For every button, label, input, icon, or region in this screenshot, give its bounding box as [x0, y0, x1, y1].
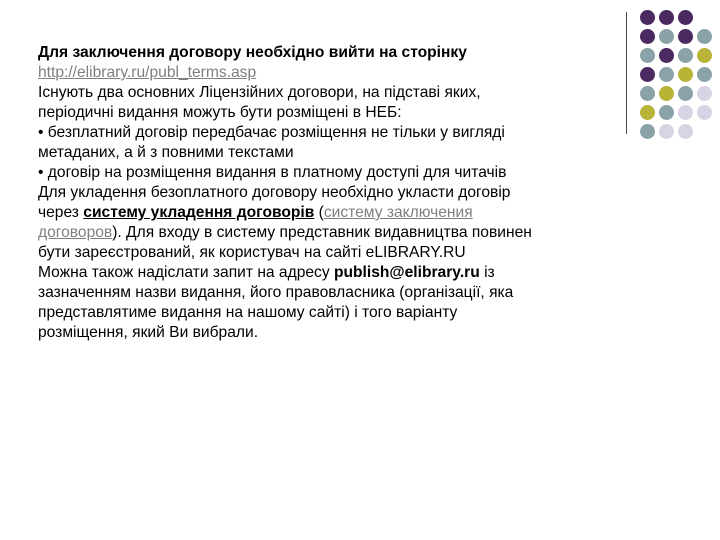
decor-dot	[659, 67, 674, 82]
decor-dot	[640, 10, 655, 25]
bullet-free-contract: • безплатний договір передбачає розміщення не тільки у вигляді	[38, 124, 505, 141]
decor-dot	[659, 48, 674, 63]
text-line-9-start: через	[38, 204, 84, 221]
text-line-12-end: із	[479, 264, 495, 281]
decor-dot	[640, 105, 655, 120]
decor-dot	[640, 67, 655, 82]
text-line-1: Для заключення договору необхідно вийти на сторінку	[38, 44, 467, 61]
contract-system-ru-link[interactable]: систему заключения	[323, 204, 473, 221]
text-line-13: зазначенням назви видання, його правовласника (організації, яка	[38, 284, 514, 301]
decor-dot	[697, 86, 712, 101]
text-line-4: періодичні видання можуть бути розміщені в НЕБ:	[38, 104, 402, 121]
text-line-12-start: Можна також надіслати запит на адресу	[38, 264, 334, 281]
bullet-paid-contract: • договір на розміщення видання в платному доступі для читачів	[38, 164, 507, 181]
text-line-9	[38, 203, 628, 223]
decor-dot	[678, 86, 693, 101]
decor-dot	[678, 67, 693, 82]
decor-dot	[640, 124, 655, 139]
text-line-15: розміщення, який Ви вибрали.	[38, 324, 259, 341]
decor-dot	[678, 105, 693, 120]
publish-email: publish@elibrary.ru	[333, 264, 480, 281]
decor-dot	[697, 67, 712, 82]
text-line-6: метаданих, а й з повними текстами	[38, 144, 294, 161]
text-line-14: представлятиме видання на нашому сайті) і того варіанту	[38, 304, 458, 321]
decor-dot	[678, 48, 693, 63]
text-line-10-rest: ). Для входу в систему представник видавництва повинен	[112, 224, 532, 241]
decor-dot	[640, 48, 655, 63]
text-line-9-paren: (	[314, 204, 324, 221]
decor-dot	[697, 48, 712, 63]
decor-dot	[659, 29, 674, 44]
text-line-10	[38, 223, 628, 243]
decor-dot	[678, 124, 693, 139]
decor-dot	[697, 29, 712, 44]
text-line-8: Для укладення безоплатного договору необхідно укласти договір	[38, 184, 511, 201]
text-line-12	[38, 263, 628, 283]
text-line-3: Існують два основних Ліцензійних договори, на підставі яких,	[38, 84, 481, 101]
terms-link[interactable]: http://elibrary.ru/publ_terms.asp	[38, 64, 257, 81]
decor-dot	[659, 10, 674, 25]
decor-dot	[678, 10, 693, 25]
decor-dot	[640, 29, 655, 44]
text-line-11: бути зареєстрований, як користувач на сайті eLIBRARY.RU	[38, 244, 466, 261]
decor-dot	[659, 86, 674, 101]
decor-dot	[640, 86, 655, 101]
contract-system-ru-link-cont[interactable]: договоров	[38, 224, 113, 241]
decor-dot	[678, 29, 693, 44]
contract-system-link[interactable]: систему укладення договорів	[83, 204, 315, 221]
slide-text	[38, 43, 628, 343]
decor-dot	[697, 105, 712, 120]
decor-dot	[659, 124, 674, 139]
decor-dot	[659, 105, 674, 120]
